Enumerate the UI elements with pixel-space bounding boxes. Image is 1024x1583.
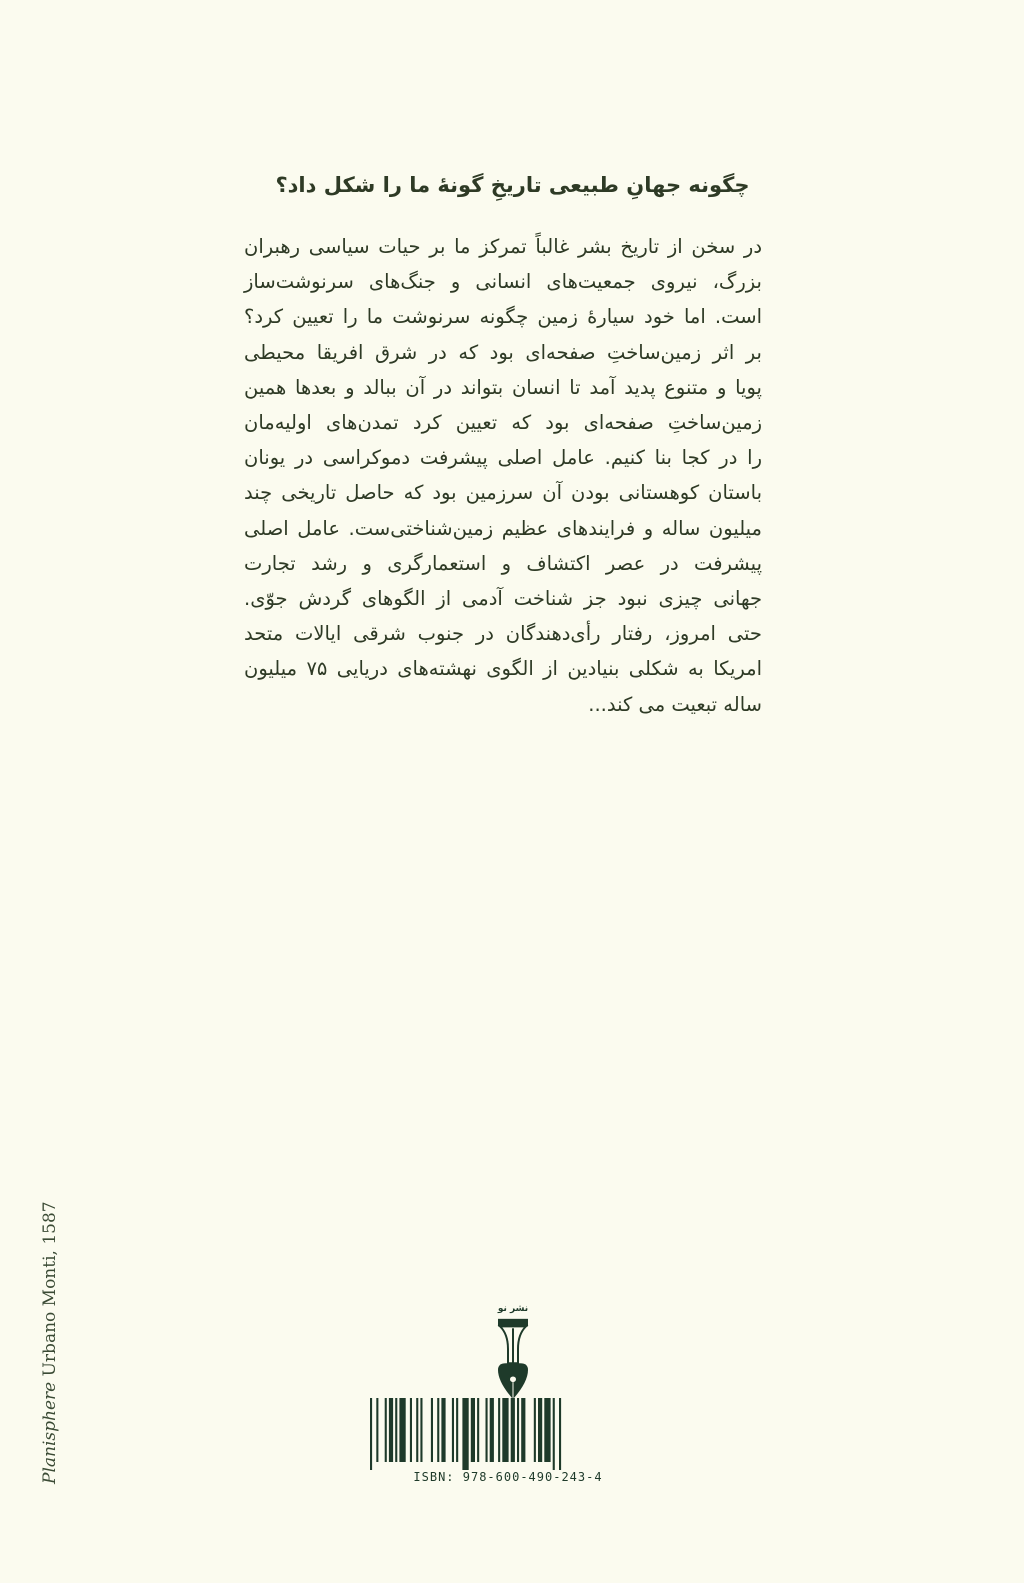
blurb-line: امریکا به شکلی بنیادین از الگوی نهشته‌های دریایی ۷۵ میلیون: [244, 657, 762, 681]
blurb-line: پیشرفت در عصر اکتشاف و استعمارگری و رشد تجارت: [244, 551, 762, 575]
blurb-paragraph: [244, 229, 762, 722]
barcode-bar: [544, 1398, 550, 1462]
blurb-line: در سخن از تاریخ بشر غالباً تمرکز ما بر حیات سیاسی رهبران: [244, 235, 762, 258]
barcode-bar: [471, 1398, 475, 1462]
blurb-line: بر اثر زمین‌ساختِ صفحه‌ای بود که در شرق افریقا محیطی: [244, 340, 762, 364]
barcode-bar: [395, 1398, 397, 1462]
barcode-bar: [538, 1398, 542, 1462]
blurb-line: زمین‌ساختِ صفحه‌ای بود که تعیین کرد تمدن‌های اولیه‌مان: [244, 411, 762, 435]
barcode-bar: [420, 1398, 422, 1462]
barcode-bar: [399, 1398, 405, 1462]
image-credit: [40, 1201, 60, 1484]
barcode-bar: [521, 1398, 525, 1462]
barcode-bar: [511, 1398, 515, 1462]
blurb-line: حتی امروز، رفتار رأی‌دهندگان در جنوب شرقی ایالات متحد: [244, 622, 762, 646]
blurb-line: ساله تبعیت می کند...: [588, 692, 762, 716]
image-credit-author: Urbano Monti, 1587: [40, 1201, 60, 1382]
barcode-bar: [441, 1398, 445, 1462]
barcode-bar: [456, 1398, 458, 1462]
isbn-barcode: [368, 1398, 648, 1470]
barcode-bar: [486, 1398, 488, 1462]
publisher-logo-text: نشر نو: [497, 1304, 529, 1314]
isbn-number: ISBN: 978-600-490-243-4: [413, 1470, 603, 1484]
blurb-line: است. اما خود سیارهٔ زمین چگونه سرنوشت ما را تعیین کرد؟: [244, 305, 762, 329]
blurb-line: باستان کوهستانی بودن آن سرزمین بود که حاصل تاریخی چند: [244, 481, 762, 505]
image-credit-title: Planisphere: [40, 1381, 60, 1484]
barcode-bar: [553, 1398, 555, 1470]
barcode-bar: [410, 1398, 412, 1462]
barcode-bar: [370, 1398, 372, 1470]
blurb-line: را در کجا بنا کنیم. عامل اصلی پیشرفت دموکراسی در یونان: [244, 446, 762, 470]
barcode-bar: [452, 1398, 454, 1462]
barcode-bar: [431, 1398, 433, 1462]
barcode-bar: [559, 1398, 561, 1470]
barcode-bar: [416, 1398, 418, 1462]
blurb-line: میلیون ساله و فرایندهای عظیم زمین‌شناختی‌ست. عامل اصلی: [244, 516, 762, 540]
barcode-bar: [502, 1398, 508, 1462]
publisher-logo-pen-nib-icon: [488, 1316, 538, 1401]
barcode-bar: [534, 1398, 536, 1462]
barcode-bar: [389, 1398, 393, 1462]
blurb-line: جهانی چیزی نبود جز شناخت آدمی از الگوهای گردش جوّی.: [244, 587, 762, 611]
blurb-line: پویا و متنوع پدید آمد تا انسان بتواند در آن ببالد و بعدها همین: [244, 375, 762, 399]
blurb-line: بزرگ، نیروی جمعیت‌های انسانی و جنگ‌های سرنوشت‌ساز: [244, 270, 762, 294]
barcode-bar: [462, 1398, 468, 1470]
barcode-bar: [385, 1398, 387, 1462]
book-tagline-heading: چگونه جهانِ طبیعی تاریخِ گونهٔ ما را شکل داد؟: [275, 173, 750, 197]
barcode-bar: [498, 1398, 500, 1462]
barcode-bar: [437, 1398, 439, 1462]
barcode-bar: [477, 1398, 479, 1462]
barcode-bar: [517, 1398, 519, 1462]
barcode-bar: [376, 1398, 378, 1462]
barcode-bar: [490, 1398, 494, 1462]
